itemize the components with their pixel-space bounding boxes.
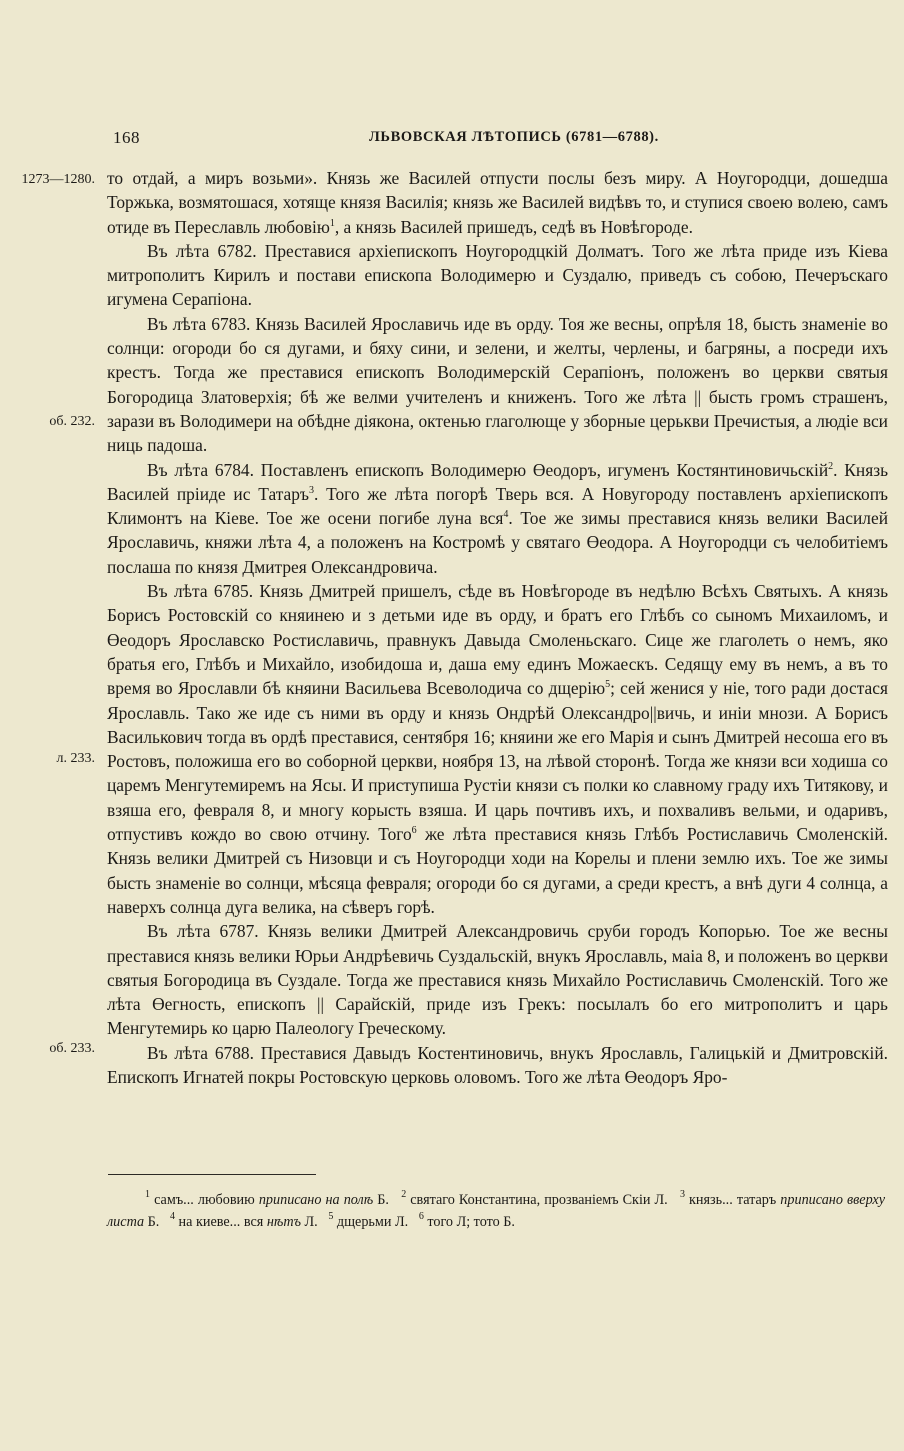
paragraph: то отдай, а миръ возьми». Князь же Василей отпусти послы безъ миру. А Ноугородци, дошедша Торжька, возмятошася, хотяще князя Василія; князь же Василей видѣвъ то, и ступися своею волею, самъ отиде въ Переславль любовію$^1$, а князь Василей пришедъ, седѣ въ Новѣгороде.	[107, 168, 888, 237]
footnote-ref: 3	[308, 484, 314, 496]
paragraph: Въ лѣта 6782. Преставися архіепископъ Ноугородцкій Долматъ. Того же лѣта приде изъ Кіева митрополитъ Кирилъ и постави епископа Володимерю и Суздалю, приведъ съ собою, Печеръскаго игумена Серапіона.	[107, 240, 888, 310]
running-title: ЛЬВОВСКАЯ ЛѢТОПИСЬ (6781—6788).	[369, 129, 659, 145]
footnote-number: 1	[145, 1189, 150, 1200]
footnote-number: 4	[169, 1211, 175, 1222]
paragraph: Въ лѣта 6784. Поставленъ епископъ Володимерю Өеодоръ, игуменъ Костянтиновичьскій$^2$. Князь Василей пріиде ис Татаръ$^3$. Того же лѣта погорѣ Тверь вся. А Новугороду поставленъ архіепископъ Климонтъ на Кіеве. Тое же осени погибе луна вся$^4$. Тое же зимы преставися князь велики Василей Ярославичь, княжи лѣта 4, а положенъ на Костромѣ у святаго Өеодора. А Ноугородци съ челобитіемъ послаша по князя Дмитрея Олександровича.	[107, 459, 889, 577]
footnote-line: $^1$ самъ... любовию приписано на полѣ Б. $^2$ святаго Константина, прозваніемъ Скіи Л. $^3$ князь... татаръ приписано вверху листа Б. $^4$ на киеве... вся нѣтъ Л. $^5$ дщерьми Л. $^6$ того Л; тото Б.	[107, 1189, 886, 1230]
page-header	[0, 128, 904, 152]
margin-note-folio-233v: об. 233.	[49, 1041, 95, 1056]
footnote-ref: 1	[329, 217, 335, 229]
paragraph: Въ лѣта 6788. Преставися Давыдъ Костентиновичь, внукъ Ярославль, Галицькій и Дмитровскій. Епископъ Игнатей покры Ростовскую церковь оловомъ. Того же лѣта Өеодоръ Яро-	[107, 1042, 888, 1087]
main-text	[107, 166, 888, 1089]
margin-note-folio-233: л. 233.	[56, 751, 95, 766]
footnote-divider	[108, 1174, 316, 1175]
footnotes	[107, 1189, 885, 1233]
footnote-number: 3	[679, 1189, 685, 1200]
footnote-ref: 5	[605, 679, 611, 691]
margin-note-folio-232v: об. 232.	[49, 414, 95, 429]
page-number: 168	[113, 128, 140, 147]
paragraph: Въ лѣта 6787. Князь велики Дмитрей Александровичь сруби городъ Копорью. Тое же весны преставися князь велики Юрьи Андрѣевичь Суздальскій, внукъ Ярославль, маіа 8, и положенъ во церкви святыя Богородица въ Суздале. Тогда же преставися князь Михайло Ростиславичь Смоленскій. Того же лѣта Өегность, епископъ || Сарайскій, приде изъ Грекъ: посылалъ бо его митрополитъ и царь Менгутемирь ко царю Палеологу Греческому.	[107, 921, 888, 1039]
footnote-number: 6	[418, 1211, 424, 1222]
footnote-ref: 4	[503, 509, 509, 521]
paragraph: Въ лѣта 6785. Князь Дмитрей пришелъ, сѣде въ Новѣгороде въ недѣлю Всѣхъ Святыхъ. А князь Борисъ Ростовскій со княинею и з детьми иде въ орду, и братъ его Глѣбъ со сыномъ Михаиломъ, и Өеодоръ Ярославско Ростиславичь, правнукъ Давыда Смоленьскаго. Сице же глаголеть о немъ, яко братья его, Глѣбъ и Михайло, изобидоша и, даша ему единъ Можаескъ. Седящу ему въ немъ, а въ то время во Ярославли бѣ княини Васильева Всеволодича со дщерію$^5$; сей женися у ніе, того ради достася Ярославль. Тако же иде съ ними въ орду и князь Ондрѣй Олександро||вичь, и иніи мнози. А Борисъ Василькович тогда въ ордѣ преставися, сентября 16; княини же его Марія и сынъ Дмитрей несоша его въ Ростовъ, положиша его во соборной церкви, ноября 13, на лѣвой сторонѣ. Тогда же князи вси ходиша со царемъ Менгутемиремъ на Ясы. И приступиша Рустіи князи съ полки ко славному граду ихъ Титякову, и взяша его, февраля 8, и многу корысть взяша. И царь почтивъ ихъ, и похваливъ вельми, и одаривъ, отпустивъ кождо во свою отчину. Того$^6$ же лѣта преставися князь Глѣбъ Ростиславичь Смоленскій. Князь велики Дмитрей съ Низовци и съ Ноугородци ходи на Корелы и плени землю ихъ. Тое же зимы бысть знаменіе во солнци, мѣсяца февраля; огороди бо ся дугами, а среди крестъ, а внѣ дуги 4 солнца, а наверхъ солнца дуга велика, на сѣверъ горѣ.	[107, 581, 888, 917]
margin-note-years: 1273—1280.	[21, 172, 95, 187]
footnote-number: 2	[401, 1189, 407, 1200]
footnote-ref: 2	[828, 460, 834, 472]
footnote-ref: 6	[411, 825, 417, 837]
footnote-number: 5	[328, 1211, 334, 1222]
paragraph: Въ лѣта 6783. Князь Василей Ярославичь иде въ орду. Тоя же весны, опрѣля 18, бысть знаменіе во солнци: огороди бо ся дугами, и бяху сини, и зелени, и желты, черлены, и багряны, а посреди ихъ крестъ. Тогда же преставися епископъ Володимерскій Серапіонъ, положенъ во церкви святыя Богородица Златоверхія; бѣ же велми учителенъ и книженъ. Того же лѣта || бысть громъ страшенъ, зарази въ Володимери на обѣдне діякона, октенью глаголюще у зборные церькви Пречистыя, а людіе вси ниць падоша.	[107, 313, 888, 456]
